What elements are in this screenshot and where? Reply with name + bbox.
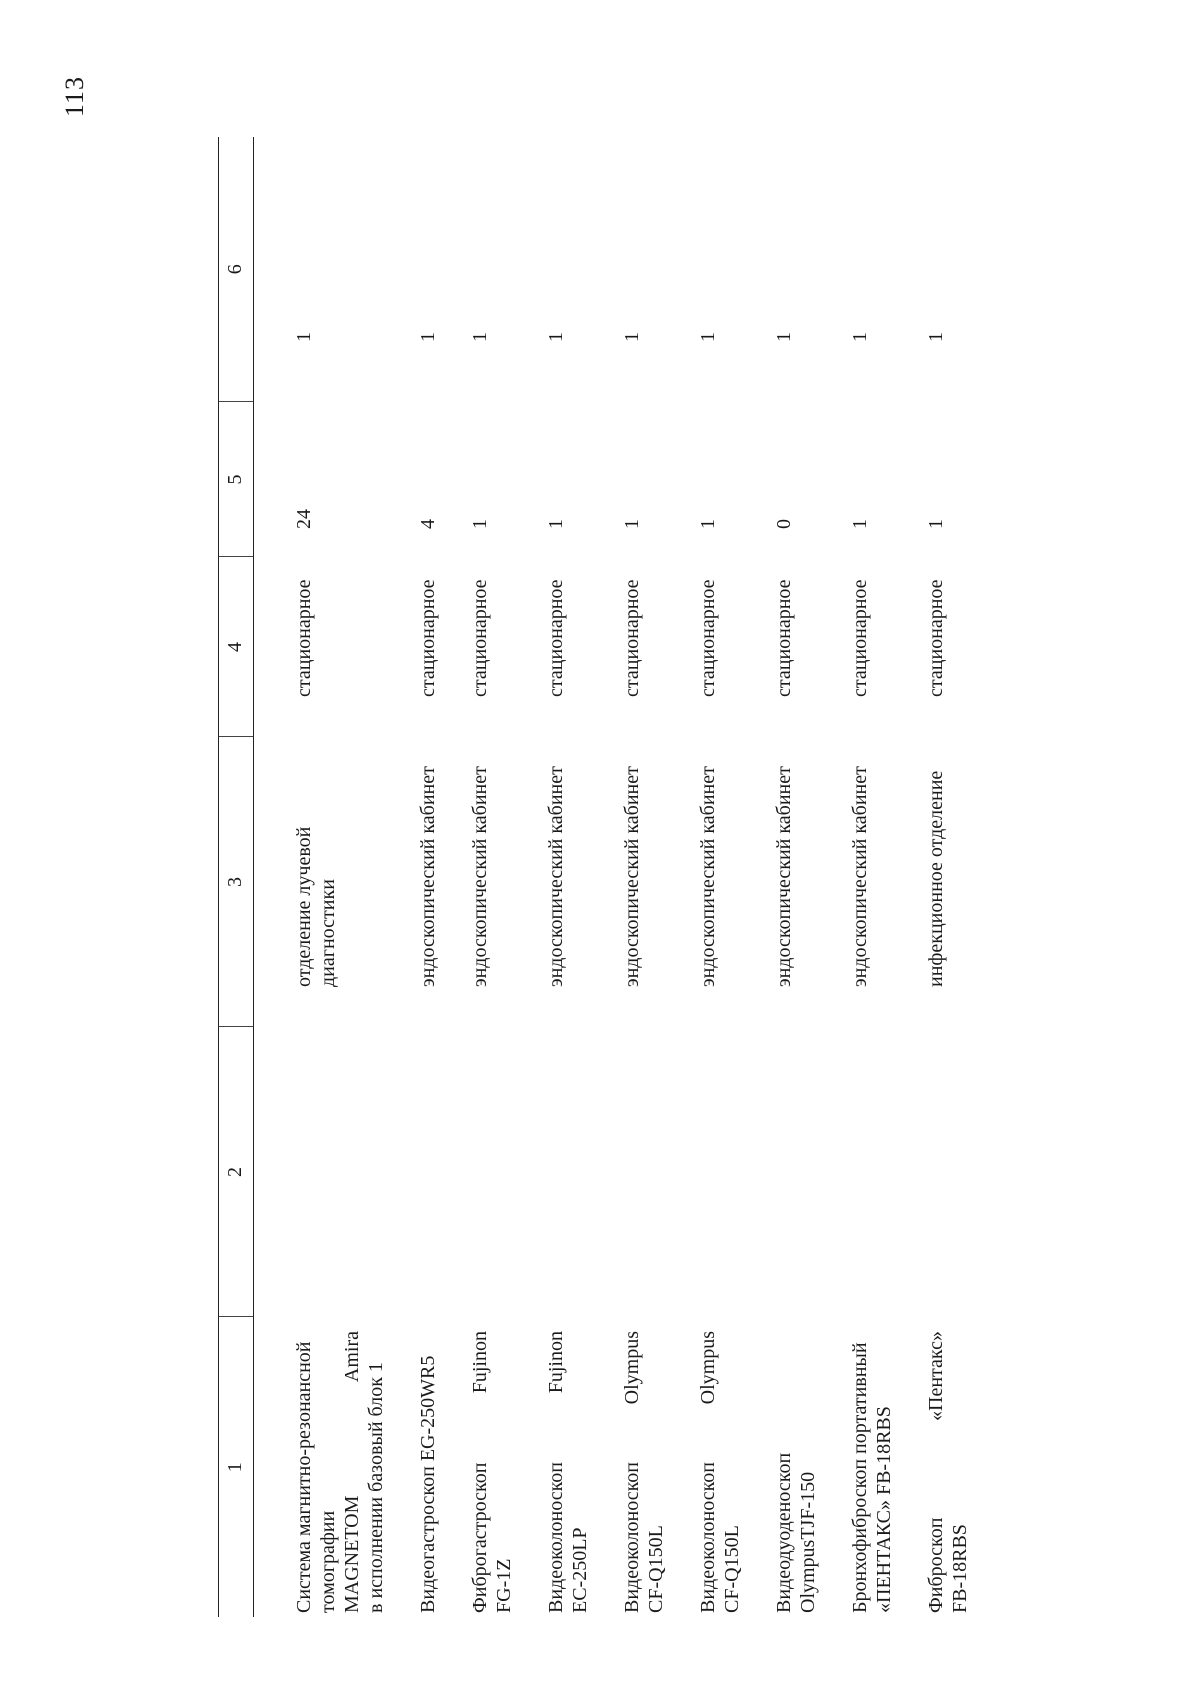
quantity-cell-5: 1	[849, 519, 871, 529]
type-cell: стационарное	[849, 579, 871, 697]
name-line: Система магнитно-резонансной	[293, 1341, 315, 1613]
empty-cell	[682, 1027, 758, 1317]
quantity-cell-6: 1	[925, 332, 947, 342]
name-tail: EC-250LP	[569, 1527, 591, 1613]
name-line: OlympusTJF-150	[797, 1471, 819, 1613]
equipment-name-cell	[606, 1317, 682, 1617]
name-tail: FB-18RBS	[949, 1524, 971, 1613]
quantity-cell-5: 24	[293, 509, 315, 529]
empty-cell	[530, 1027, 606, 1317]
table-row	[682, 137, 758, 1617]
department-cell	[910, 737, 986, 1027]
type-cell: стационарное	[469, 579, 491, 697]
dept-line: эндоскопический кабинет	[697, 766, 719, 987]
equipment-name-cell	[454, 1317, 530, 1617]
quantity-cell-5: 1	[545, 519, 567, 529]
equipment-name-cell	[758, 1317, 834, 1617]
equipment-table	[218, 137, 986, 1617]
type-cell: стационарное	[293, 579, 315, 697]
quantity-cell-5: 1	[469, 519, 491, 529]
department-cell	[682, 737, 758, 1027]
quantity-cell-5: 1	[621, 519, 643, 529]
name-left: Видеоколоноскоп	[697, 1462, 719, 1613]
empty-cell	[606, 1027, 682, 1317]
name-left: Фиброскоп	[925, 1517, 947, 1613]
equipment-name-cell	[402, 1317, 454, 1617]
table-row	[402, 137, 454, 1617]
name-left: MAGNETOM	[341, 1495, 363, 1613]
dept-line: отделение лучевой	[293, 826, 315, 987]
table-row	[910, 137, 986, 1617]
name-line: Бронхофиброскоп портативный	[849, 1342, 871, 1613]
name-split	[340, 1323, 364, 1613]
quantity-cell-6: 1	[697, 332, 719, 342]
name-line: «ПЕНТАКС» FB-18RBS	[873, 1406, 895, 1613]
department-cell	[402, 737, 454, 1027]
type-cell: стационарное	[417, 579, 439, 697]
equipment-name-cell	[910, 1317, 986, 1617]
dept-line: инфекционное отделение	[925, 770, 947, 987]
equipment-name-cell	[254, 1317, 403, 1617]
quantity-cell-6: 1	[621, 332, 643, 342]
dept-line: эндоскопический кабинет	[773, 766, 795, 987]
name-left: Видеоколоноскоп	[621, 1462, 643, 1613]
type-cell: стационарное	[621, 579, 643, 697]
table-row	[758, 137, 834, 1617]
name-left: Видеоколоноскоп	[545, 1462, 567, 1613]
name-split	[696, 1323, 720, 1613]
column-header: 1	[219, 1317, 254, 1617]
column-header: 6	[219, 137, 254, 402]
quantity-cell-6: 1	[417, 332, 439, 342]
name-right: Fujinon	[469, 1331, 491, 1394]
equipment-name-cell	[834, 1317, 910, 1617]
empty-cell	[454, 1027, 530, 1317]
name-tail: в исполнении базовый блок 1	[365, 1362, 387, 1613]
quantity-cell-6: 1	[293, 332, 315, 342]
table-row	[530, 137, 606, 1617]
type-cell: стационарное	[697, 579, 719, 697]
table-row	[834, 137, 910, 1617]
equipment-name-cell	[530, 1317, 606, 1617]
department-cell	[758, 737, 834, 1027]
name-line: томографии	[317, 1510, 339, 1613]
dept-line: диагностики	[317, 879, 339, 987]
empty-cell	[758, 1027, 834, 1317]
name-split	[544, 1323, 568, 1613]
column-header: 2	[219, 1027, 254, 1317]
department-cell	[606, 737, 682, 1027]
column-header: 3	[219, 737, 254, 1027]
department-cell	[530, 737, 606, 1027]
empty-cell	[910, 1027, 986, 1317]
name-line: Видеогастроскоп EG-250WR5	[417, 1355, 439, 1613]
page-number: 113	[60, 75, 89, 117]
type-cell: стационарное	[773, 579, 795, 697]
header-row	[219, 137, 254, 1617]
column-header: 4	[219, 557, 254, 737]
quantity-cell-6: 1	[849, 332, 871, 342]
name-tail: FG-1Z	[493, 1558, 515, 1613]
name-split	[620, 1323, 644, 1613]
table-row	[606, 137, 682, 1617]
department-cell	[454, 737, 530, 1027]
name-tail: CF-Q150L	[721, 1525, 743, 1613]
quantity-cell-5: 4	[417, 519, 439, 529]
name-split	[468, 1323, 492, 1613]
name-right: «Пентакс»	[925, 1331, 947, 1421]
empty-cell	[254, 1027, 403, 1317]
name-left: Фиброгастроскоп	[469, 1462, 491, 1613]
dept-line: эндоскопический кабинет	[545, 766, 567, 987]
type-cell: стационарное	[545, 579, 567, 697]
quantity-cell-6: 1	[545, 332, 567, 342]
name-right: Fujinon	[545, 1331, 567, 1394]
table-row	[454, 137, 530, 1617]
name-line: Видеодуоденоскоп	[773, 1452, 795, 1613]
quantity-cell-5: 0	[773, 519, 795, 529]
equipment-name-cell	[682, 1317, 758, 1617]
name-split	[924, 1323, 948, 1613]
column-header: 5	[219, 402, 254, 557]
dept-line: эндоскопический кабинет	[621, 766, 643, 987]
quantity-cell-5: 1	[697, 519, 719, 529]
dept-line: эндоскопический кабинет	[849, 766, 871, 987]
empty-cell	[834, 1027, 910, 1317]
dept-line: эндоскопический кабинет	[417, 766, 439, 987]
department-cell	[834, 737, 910, 1027]
quantity-cell-5: 1	[925, 519, 947, 529]
name-right: Olympus	[697, 1331, 719, 1405]
name-right: Amira	[341, 1331, 363, 1383]
type-cell: стационарное	[925, 579, 947, 697]
table-row	[254, 137, 403, 1617]
name-tail: CF-Q150L	[645, 1525, 667, 1613]
dept-line: эндоскопический кабинет	[469, 766, 491, 987]
name-right: Olympus	[621, 1331, 643, 1405]
quantity-cell-6: 1	[469, 332, 491, 342]
empty-cell	[402, 1027, 454, 1317]
department-cell	[254, 737, 403, 1027]
quantity-cell-6: 1	[773, 332, 795, 342]
